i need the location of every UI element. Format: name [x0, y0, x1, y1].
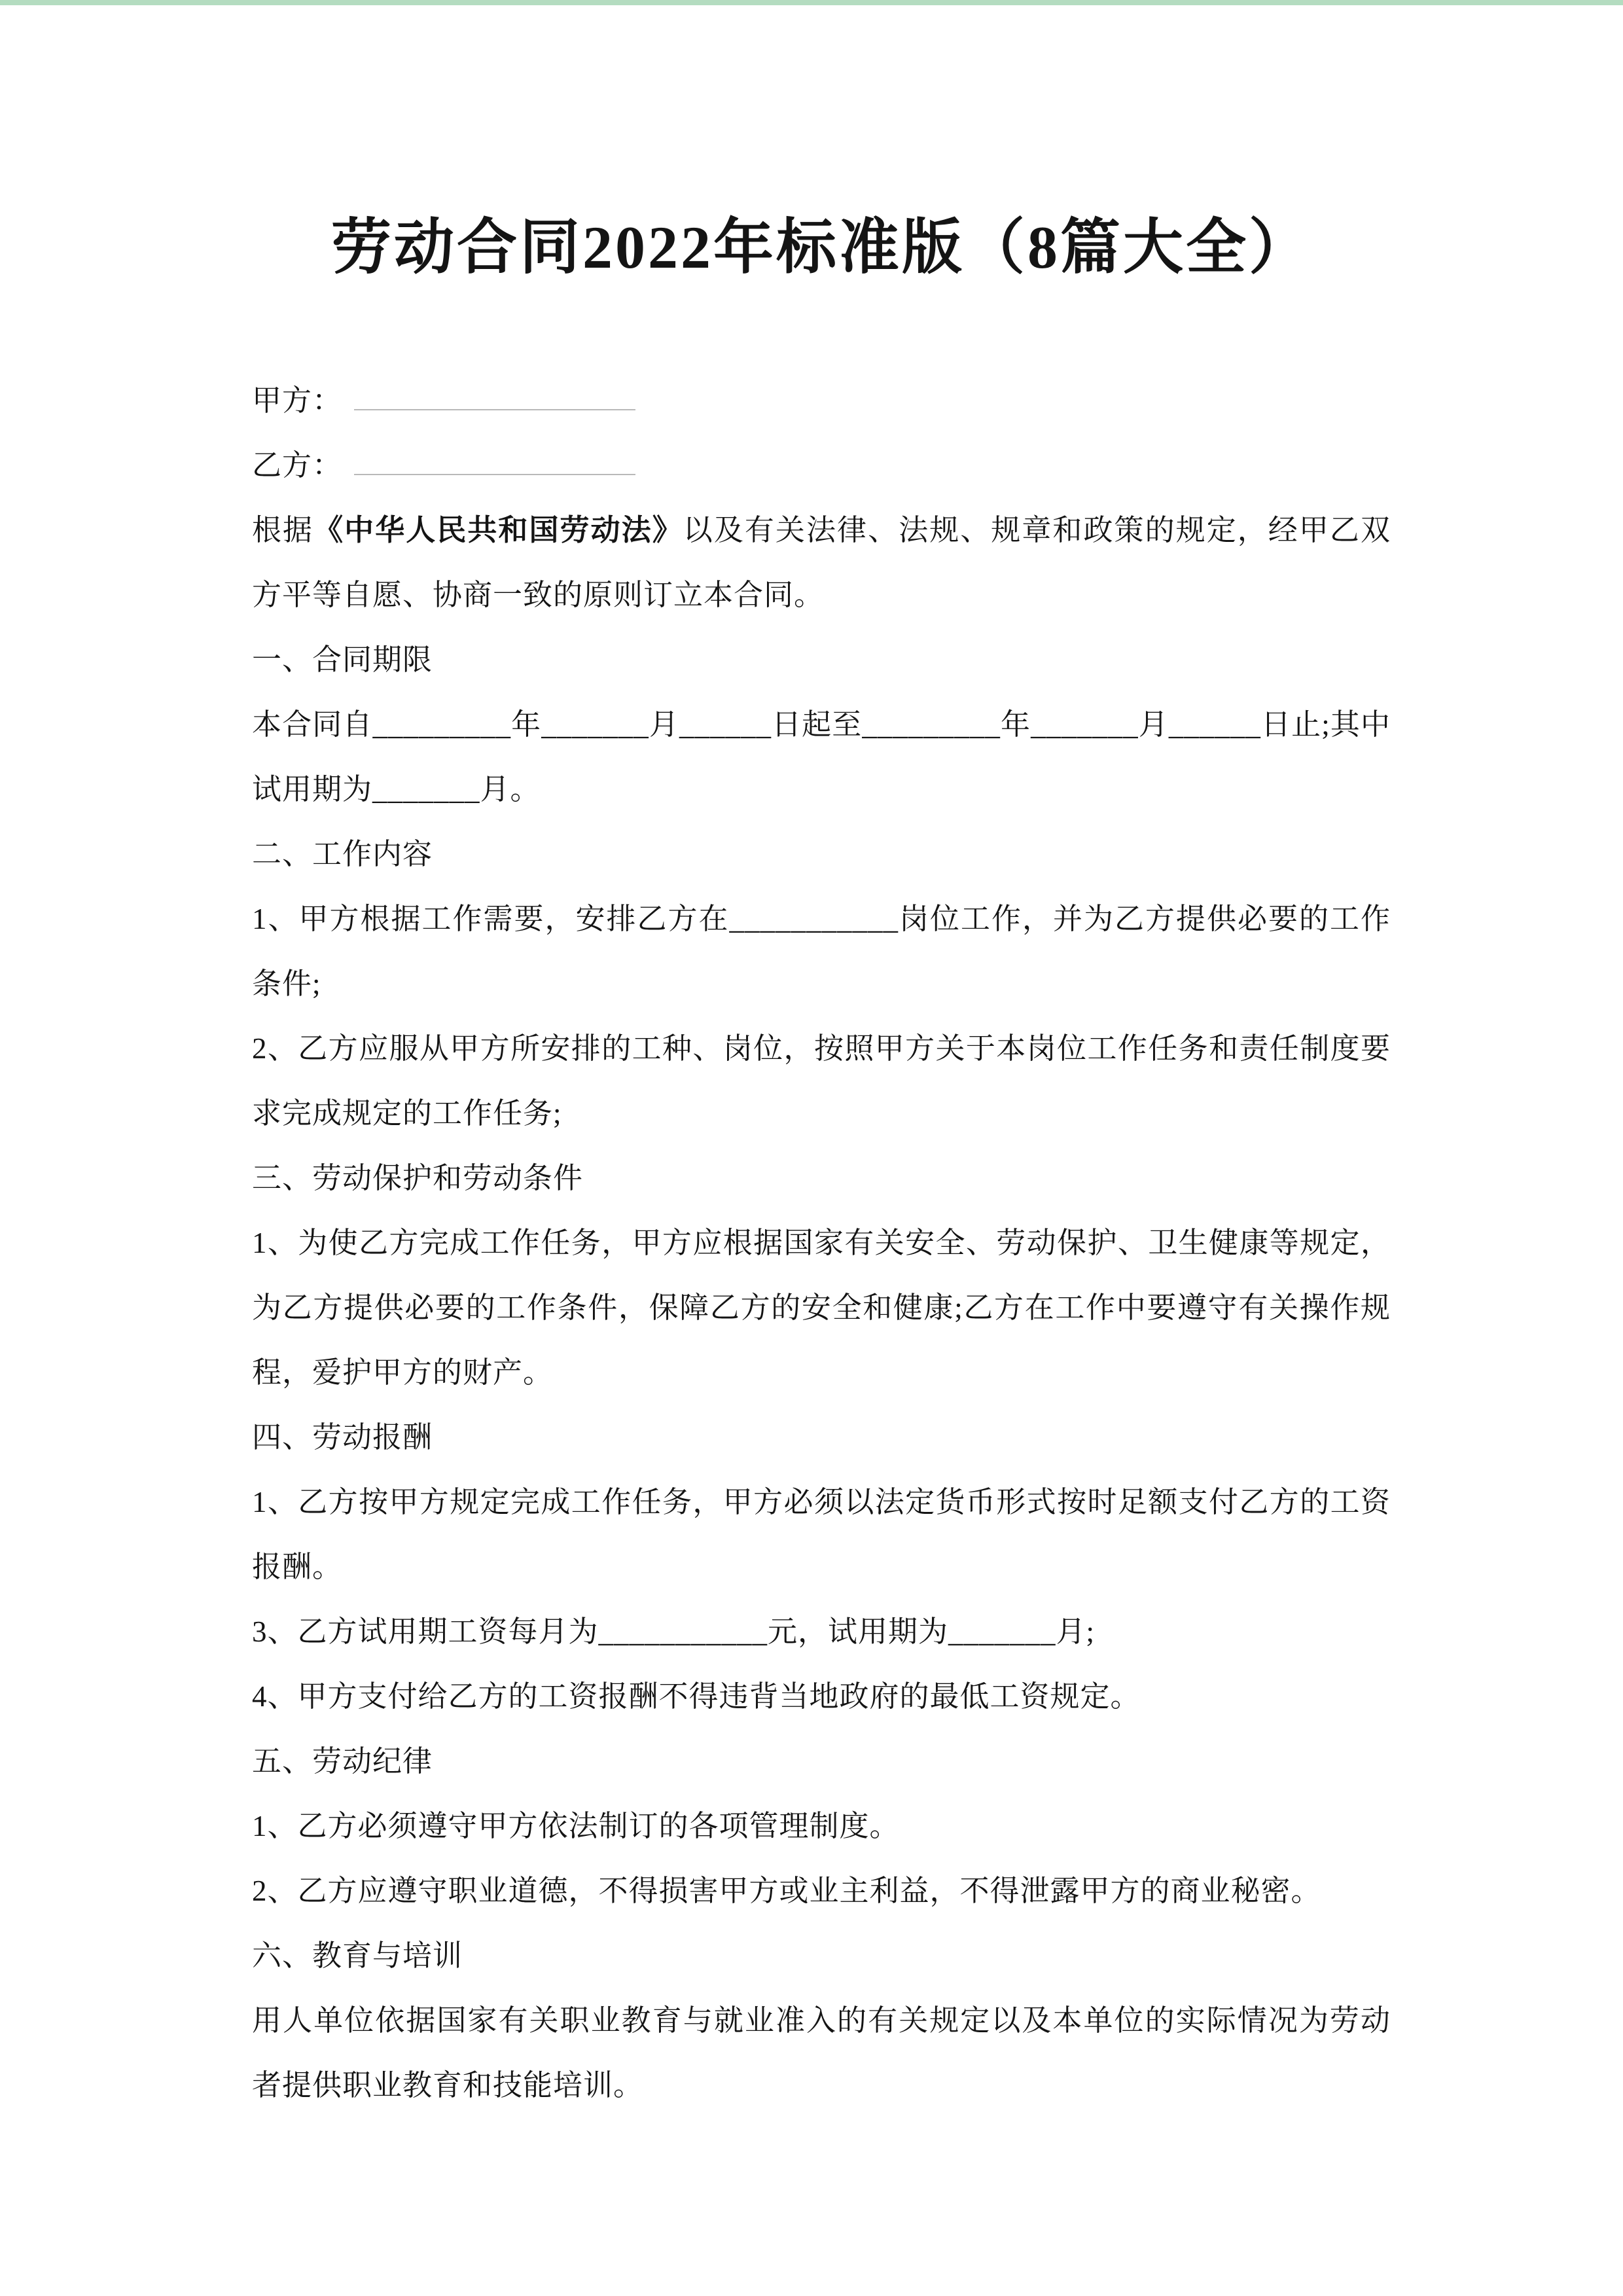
- party-b-blank: [354, 444, 635, 475]
- section-heading-labor-protection: 三、劳动保护和劳动条件: [252, 1162, 584, 1195]
- section-heading-contract-term: 一、合同期限: [252, 643, 433, 677]
- paragraph-work-duty: 2、乙方应服从甲方所安排的工种、岗位，按照甲方关于本岗位工作任务和责任制度要求完成规定的工作任务;: [252, 1032, 1391, 1130]
- intro-prefix: 根据: [252, 514, 314, 547]
- document-body: [252, 368, 1391, 2118]
- intro-paragraph: [252, 498, 1391, 628]
- paragraph-work-post: 1、甲方根据工作需要，安排乙方在___________岗位工作，并为乙方提供必要的工作条件;: [252, 903, 1391, 1001]
- intro-rest: 以及有关法律、法规、规章和政策的规定，经甲乙双方平等自愿、协商一致的原则订立本合同。: [252, 514, 1391, 612]
- paragraph-labor-protection: 1、为使乙方完成工作任务，甲方应根据国家有关安全、劳动保护、卫生健康等规定，为乙方提供必要的工作条件，保障乙方的安全和健康;乙方在工作中要遵守有关操作规程，爱护甲方的财产。: [252, 1227, 1391, 1390]
- paragraph-probation-salary: 3、乙方试用期工资每月为___________元，试用期为_______月;: [252, 1615, 1096, 1649]
- paragraph-education-training: 用人单位依据国家有关职业教育与就业准入的有关规定以及本单位的实际情况为劳动者提供职业教育和技能培训。: [252, 2004, 1391, 2102]
- party-a-line: [252, 368, 1391, 433]
- document-title: 劳动合同2022年标准版（8篇大全）: [330, 214, 1311, 281]
- paragraph-pay-legal-currency: 1、乙方按甲方规定完成工作任务，甲方必须以法定货币形式按时足额支付乙方的工资报酬。: [252, 1486, 1391, 1584]
- party-a-label: 甲方：: [252, 384, 343, 418]
- section-heading-labor-discipline: 五、劳动纪律: [252, 1745, 433, 1778]
- party-b-line: [252, 433, 1391, 498]
- section-heading-labor-pay: 四、劳动报酬: [252, 1421, 433, 1454]
- paragraph-minimum-wage: 4、甲方支付给乙方的工资报酬不得违背当地政府的最低工资规定。: [252, 1680, 1141, 1713]
- intro-law-title: 《中华人民共和国劳动法》: [313, 514, 683, 547]
- paragraph-discipline-rules: 1、乙方必须遵守甲方依法制订的各项管理制度。: [252, 1810, 900, 1843]
- section-heading-work-content: 二、工作内容: [252, 838, 433, 871]
- paragraph-contract-dates: 本合同自_________年_______月______日起至_________年_______月______日止;其中试用期为_______月。: [252, 708, 1391, 806]
- paragraph-professional-ethics: 2、乙方应遵守职业道德，不得损害甲方或业主利益，不得泄露甲方的商业秘密。: [252, 1874, 1321, 1908]
- section-heading-education-training: 六、教育与培训: [252, 1939, 463, 1973]
- party-a-blank: [354, 380, 635, 410]
- party-b-label: 乙方：: [252, 449, 343, 482]
